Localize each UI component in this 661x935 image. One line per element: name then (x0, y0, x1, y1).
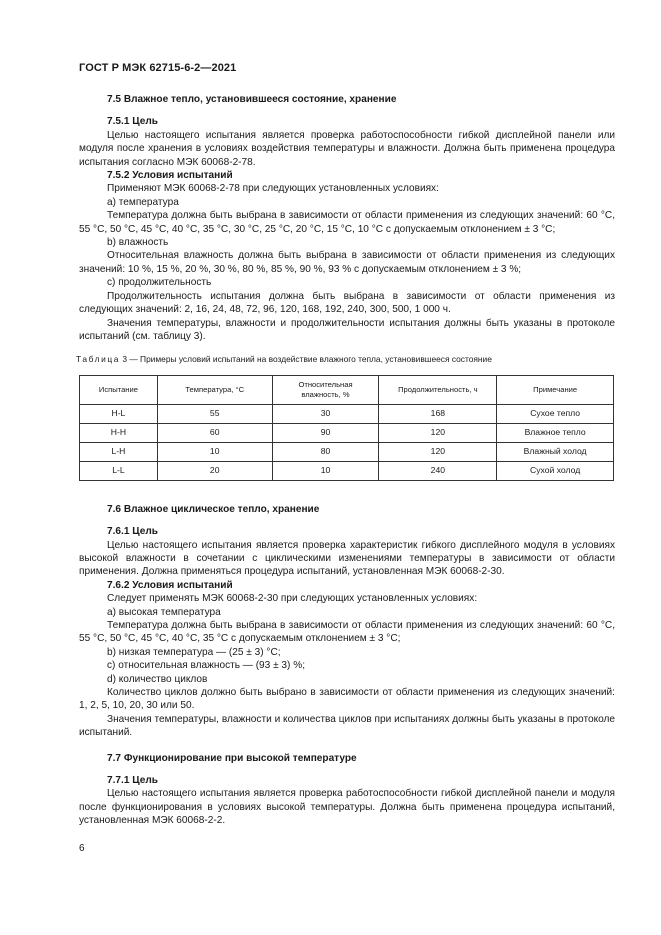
table-cell: H-L (80, 404, 158, 423)
paragraph-7-6-final: Значения температуры, влажности и количества циклов при испытаниях должны быть указаны в протоколе испытаний. (79, 713, 615, 739)
table-cell: L-L (80, 461, 158, 480)
table-cell: 240 (379, 461, 497, 480)
table-cell: H-H (80, 423, 158, 442)
paragraph-7-7-1: Целью настоящего испытания является проверка работоспособности гибкой дисплейной панели и модуля после функционирования в условиях высокой температуры. Должна быть применена процедура испытаний, установленная МЭК 60068-2-2. (79, 788, 615, 827)
section-7-6-title: 7.6 Влажное циклическое тепло, хранение (107, 503, 320, 515)
list-item-b: b) влажность (107, 237, 169, 249)
table-row (80, 461, 614, 480)
page-content (76, 93, 615, 828)
heading-7-7-1: 7.7.1 Цель (107, 775, 158, 787)
list-item-a: a) высокая температура (107, 606, 221, 618)
list-item-a: a) температура (107, 196, 179, 208)
paragraph-7-5-1: Целью настоящего испытания является проверка работоспособности гибкой дисплейной панели или модуля после хранения в условиях воздействия температуры и влажности. Должна быть применена процедура испытания согласно МЭК 60068-2-78. (79, 129, 615, 168)
table-header-test: Испытание (80, 375, 158, 404)
table-row (80, 442, 614, 461)
table-3 (79, 375, 614, 481)
list-item-a-text: Температура должна быть выбрана в зависимости от области применения из следующих значений: 60 °С, 55 °С, 50 °С, 45 °С, 40 °С, 35 °С с допускаемым отклонением ± 3 °С; (79, 619, 615, 645)
table-cell: 168 (379, 404, 497, 423)
page-number: 6 (79, 843, 85, 854)
heading-7-5-1: 7.5.1 Цель (107, 116, 158, 128)
list-item-a-text: Температура должна быть выбрана в зависимости от области применения из следующих значений: 60 °С, 55 °С, 50 °С, 45 °С, 40 °С, 35 °С, 30 °С, 25 °С, 20 °С, 15 °С, 10 °С с допускаемым отклонением ± 3 °С; (79, 210, 615, 235)
list-item-b-text: Относительная влажность должна быть выбрана в зависимости от области применения из следующих значений: 10 %, 15 %, 20 %, 30 %, 80 %, 85 %, 90 %, 93 % с допускаемым отклонением ± 3 %; (79, 250, 615, 275)
table-cell: 20 (157, 461, 272, 480)
table-header-duration: Продолжительность, ч (379, 375, 497, 404)
table-cell: 90 (272, 423, 379, 442)
list-item-c-text: Продолжительность испытания должна быть выбрана в зависимости от области применения из следующих значений: 2, 16, 24, 48, 72, 96, 120, 168, 192, 240, 300, 500, 1 000 ч. (79, 290, 615, 316)
table-header-note: Примечание (497, 375, 614, 404)
list-item-b: b) низкая температура — (25 ± 3) °С; (107, 646, 281, 658)
table-row (80, 423, 614, 442)
paragraph-7-5-2-intro: Применяют МЭК 60068-2-78 при следующих установленных условиях: (107, 183, 439, 195)
section-7-7-title: 7.7 Функционирование при высокой температуре (107, 752, 357, 764)
table-cell: Сухое тепло (497, 404, 614, 423)
section-7-5-title: 7.5 Влажное тепло, установившееся состояние, хранение (107, 94, 397, 105)
table-header-humidity (272, 375, 379, 404)
table-cell: 55 (157, 404, 272, 423)
table-cell: L-H (80, 442, 158, 461)
heading-7-5-2: 7.5.2 Условия испытаний (107, 170, 233, 182)
table-cell: Влажное тепло (497, 423, 614, 442)
table-cell: 120 (379, 423, 497, 442)
table-cell: 10 (272, 461, 379, 480)
table-caption-text: 3 — Примеры условий испытаний на воздействие влажного тепла, установившееся состояние (122, 354, 492, 365)
table-cell: 120 (379, 442, 497, 461)
heading-7-6-2: 7.6.2 Условия испытаний (107, 579, 233, 591)
list-item-c: c) относительная влажность — (93 ± 3) %; (107, 660, 305, 672)
table-cell: Влажный холод (497, 442, 614, 461)
table-header-row (80, 375, 614, 404)
table-cell: 30 (272, 404, 379, 423)
table-cell: 80 (272, 442, 379, 461)
paragraph-7-5-final: Значения температуры, влажности и продолжительности испытания должны быть указаны в протоколе испытаний (см. таблицу 3). (79, 317, 615, 342)
paragraph-7-6-1: Целью настоящего испытания является проверка характеристик гибкого дисплейного модуля в условиях высокой влажности в сочетании с циклическими изменениями температуры в зависимости от области применения. Должна применяться процедура испытаний, установленная МЭК 60068-2-30. (79, 539, 615, 578)
table-cell: Сухой холод (497, 461, 614, 480)
table-caption (76, 353, 615, 366)
table-caption-word: Таблица (76, 354, 121, 365)
document-header: ГОСТ Р МЭК 62715-6-2—2021 (79, 62, 237, 74)
table-row (80, 404, 614, 423)
table-cell: 60 (157, 423, 272, 442)
table-header-temperature: Температура, °С (157, 375, 272, 404)
list-item-d: d) количество циклов (107, 673, 208, 685)
table-cell: 10 (157, 442, 272, 461)
paragraph-7-6-2-intro: Следует применять МЭК 60068-2-30 при следующих установленных условиях: (107, 593, 478, 605)
list-item-d-text: Количество циклов должно быть выбрано в зависимости от области применения из следующих значений: 1, 2, 5, 10, 20, 30 или 50. (79, 687, 615, 712)
table-header-humidity-text: Относительная влажность, % (298, 379, 353, 399)
heading-7-6-1: 7.6.1 Цель (107, 526, 158, 538)
list-item-c: c) продолжительность (107, 277, 212, 289)
